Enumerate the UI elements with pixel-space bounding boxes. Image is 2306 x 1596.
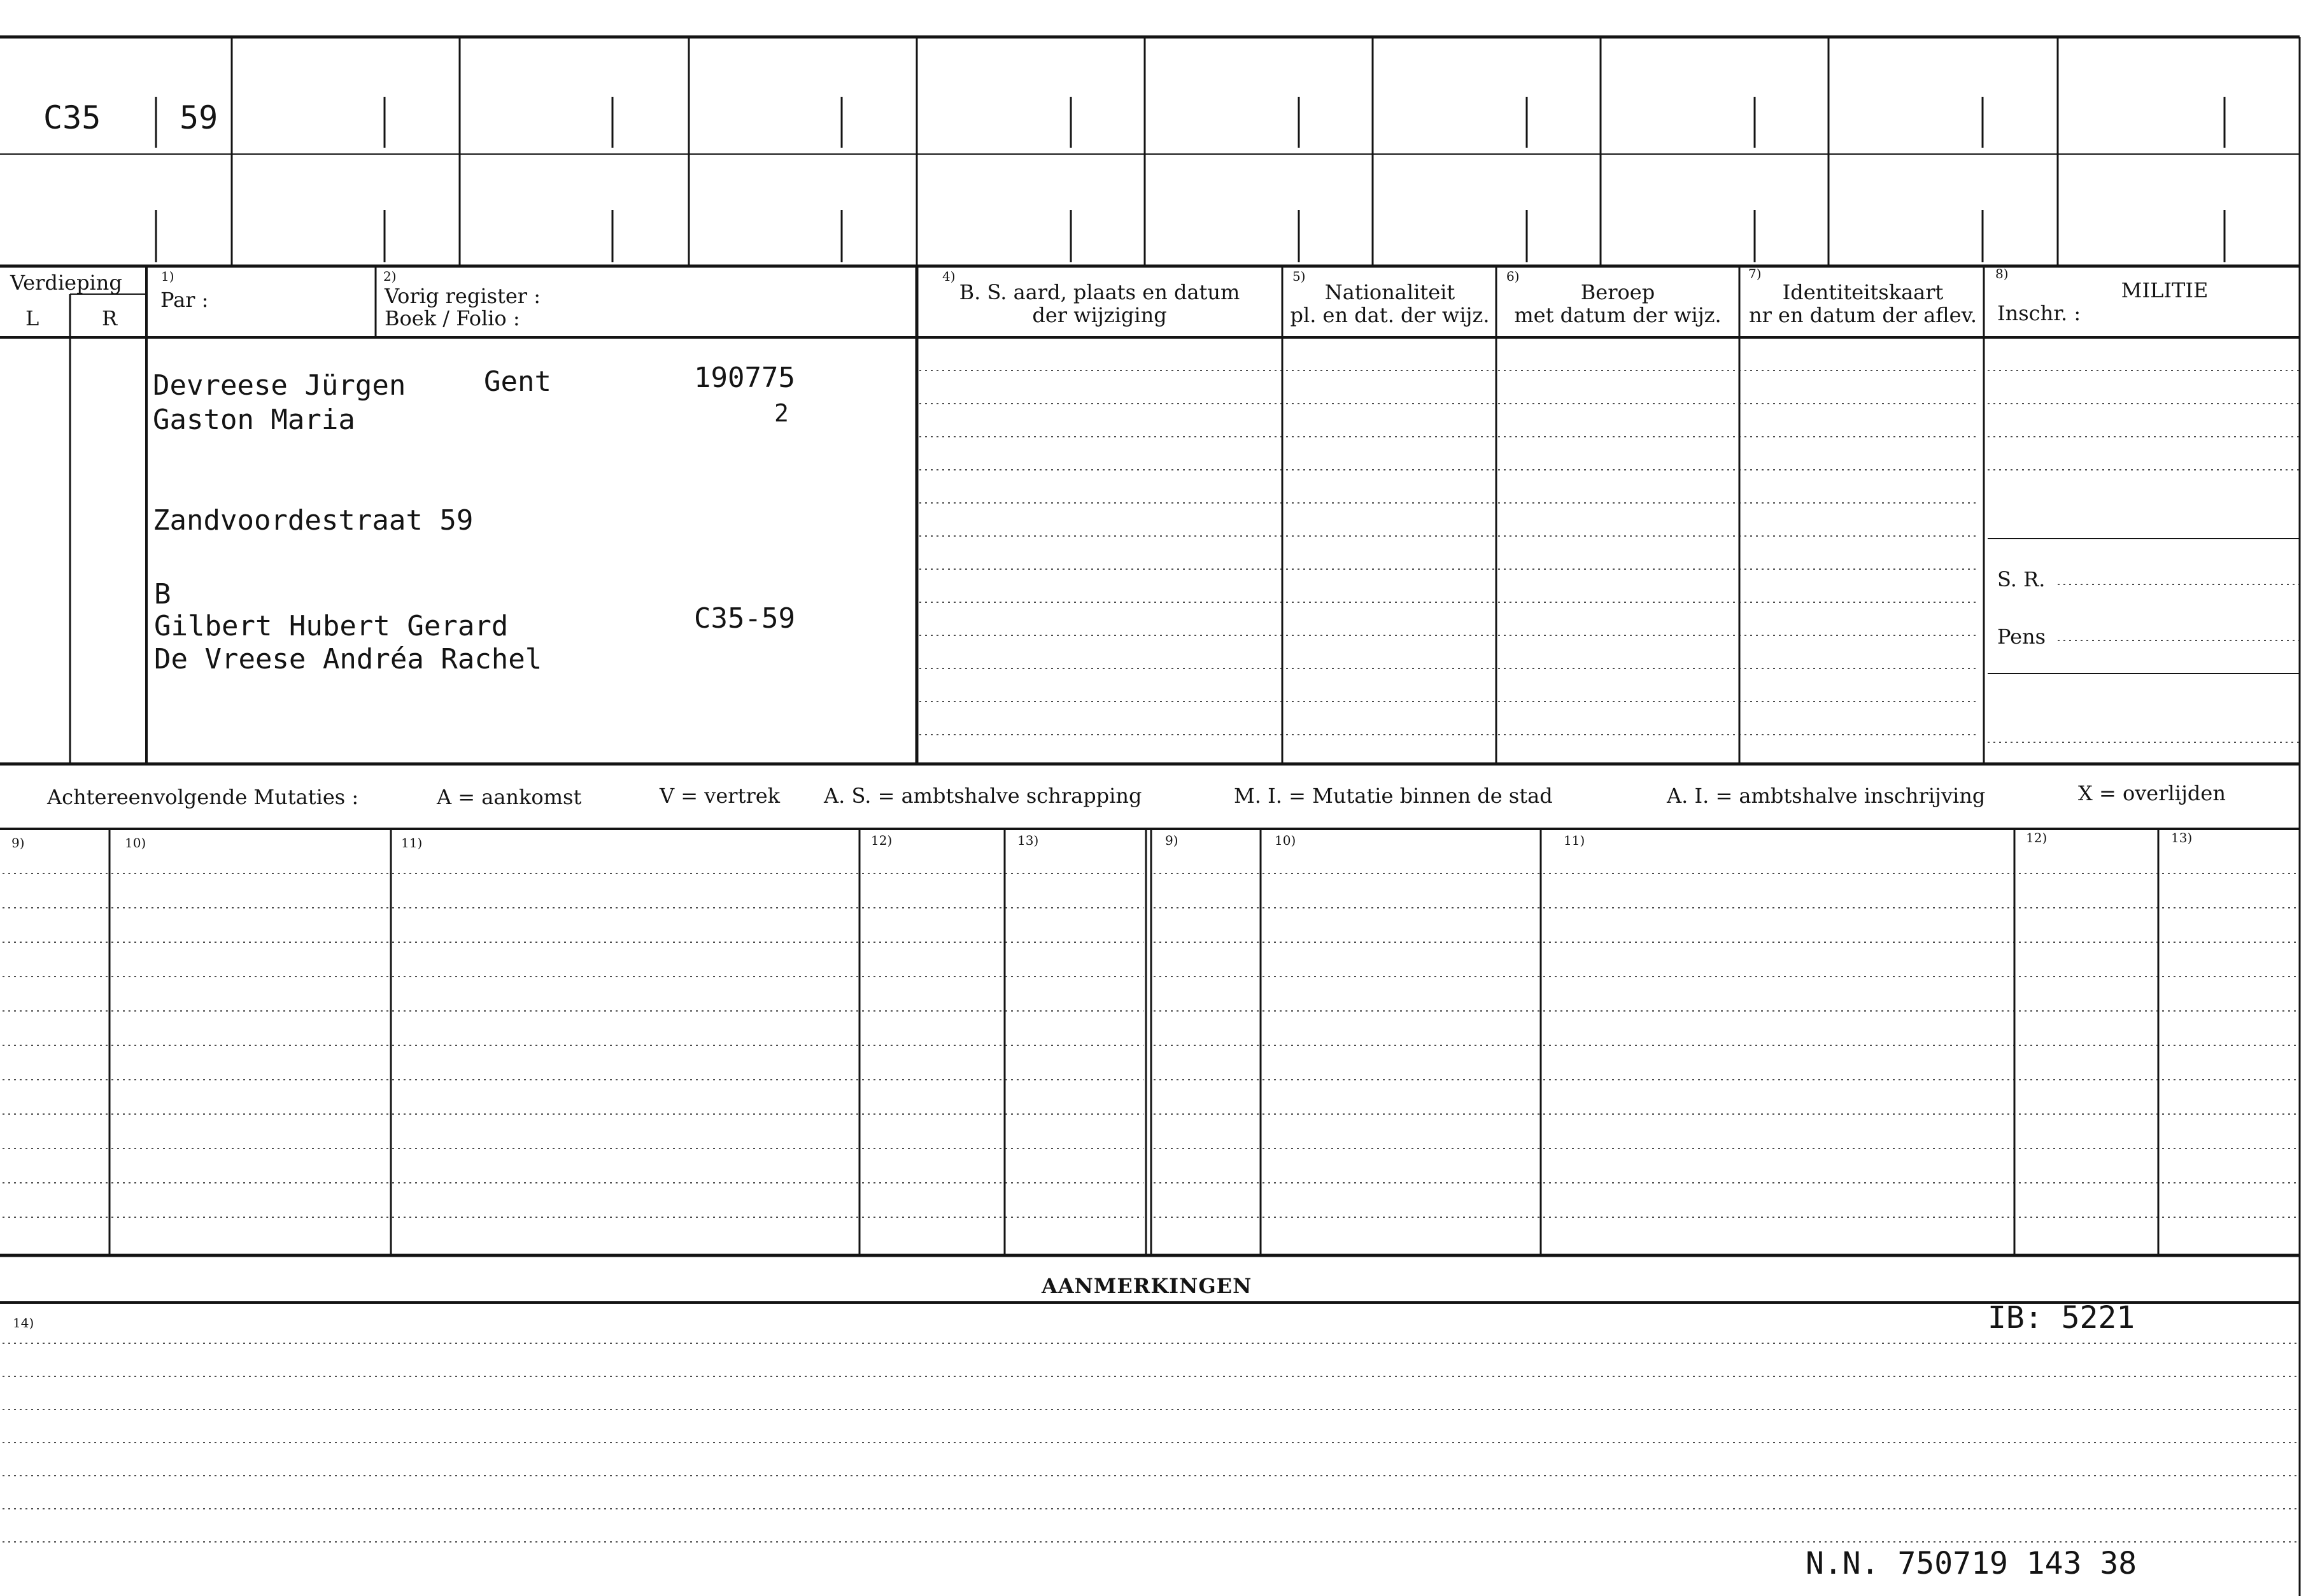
mut-col-10-right: 10): [1275, 833, 1296, 848]
nationaliteit-line1: Nationaliteit: [1324, 280, 1455, 304]
national-number: N.N. 750719 143 38: [1806, 1546, 2137, 1581]
right-label: R: [102, 306, 118, 330]
legend-v: V = vertrek: [660, 784, 781, 808]
left-label: L: [25, 306, 39, 330]
register-reference: C35-59: [694, 602, 795, 635]
ib-number: IB: 5221: [1988, 1300, 2135, 1336]
bs-header-line2: der wijziging: [1032, 303, 1167, 327]
field-number-8: 8): [1995, 266, 2009, 281]
identiteitskaart-line2: nr en datum der aflev.: [1748, 303, 1977, 327]
legend-a: A = aankomst: [437, 785, 582, 809]
legend-ai: A. I. = ambtshalve inschrijving: [1667, 784, 1986, 808]
address: Zandvoordestraat 59: [153, 504, 474, 537]
code-2: 2: [774, 399, 789, 427]
legend-x: X = overlijden: [2078, 781, 2226, 805]
field-number-4: 4): [942, 269, 956, 284]
letter-b: B: [154, 578, 171, 611]
given-names: Gaston Maria: [153, 404, 355, 436]
aanmerkingen-title: AANMERKINGEN: [1042, 1274, 1252, 1298]
beroep-line1: Beroep: [1580, 280, 1655, 304]
person-name: Devreese Jürgen: [153, 369, 406, 402]
bs-header-line1: B. S. aard, plaats en datum: [959, 280, 1240, 304]
vorig-register-label: Vorig register :: [385, 284, 541, 308]
militie-label: MILITIE: [2121, 278, 2209, 302]
verdieping-label: Verdieping: [10, 271, 122, 295]
mut-col-13-right: 13): [2171, 830, 2193, 845]
mut-col-13-left: 13): [1017, 833, 1039, 848]
nationaliteit-line2: pl. en dat. der wijz.: [1290, 303, 1490, 327]
legend-mi: M. I. = Mutatie binnen de stad: [1234, 784, 1553, 808]
sr-label: S. R.: [1997, 567, 2046, 591]
house-code: C35: [43, 99, 101, 136]
field-number-2: 2): [383, 269, 397, 284]
field-number-7: 7): [1748, 266, 1762, 281]
mut-col-9-right: 9): [1165, 833, 1178, 848]
legend-as: A. S. = ambtshalve schrapping: [824, 784, 1142, 808]
beroep-line2: met datum der wijz.: [1514, 303, 1722, 327]
identiteitskaart-line1: Identiteitskaart: [1782, 280, 1944, 304]
mut-col-12-left: 12): [871, 833, 893, 848]
field-number-6: 6): [1506, 269, 1520, 284]
mutaties-title: Achtereenvolgende Mutaties :: [47, 785, 359, 809]
field-number-1: 1): [161, 269, 174, 284]
birthplace: Gent: [484, 365, 551, 398]
inschr-label: Inschr. :: [1997, 301, 2081, 325]
mut-col-12-right: 12): [2026, 830, 2048, 845]
mut-col-9-left: 9): [11, 835, 25, 851]
boek-folio-label: Boek / Folio :: [385, 306, 520, 330]
mut-col-11-left: 11): [401, 835, 423, 851]
field-number-5: 5): [1292, 269, 1306, 284]
pens-label: Pens: [1997, 625, 2046, 649]
par-label: Par :: [160, 288, 209, 312]
birthdate: 190775: [694, 362, 795, 394]
father-name: Gilbert Hubert Gerard: [154, 610, 509, 642]
mother-name: De Vreese Andréa Rachel: [154, 643, 542, 675]
house-number: 59: [180, 99, 218, 136]
mut-col-11-right: 11): [1564, 833, 1585, 848]
field-number-14: 14): [13, 1315, 34, 1331]
mut-col-10-left: 10): [125, 835, 146, 851]
